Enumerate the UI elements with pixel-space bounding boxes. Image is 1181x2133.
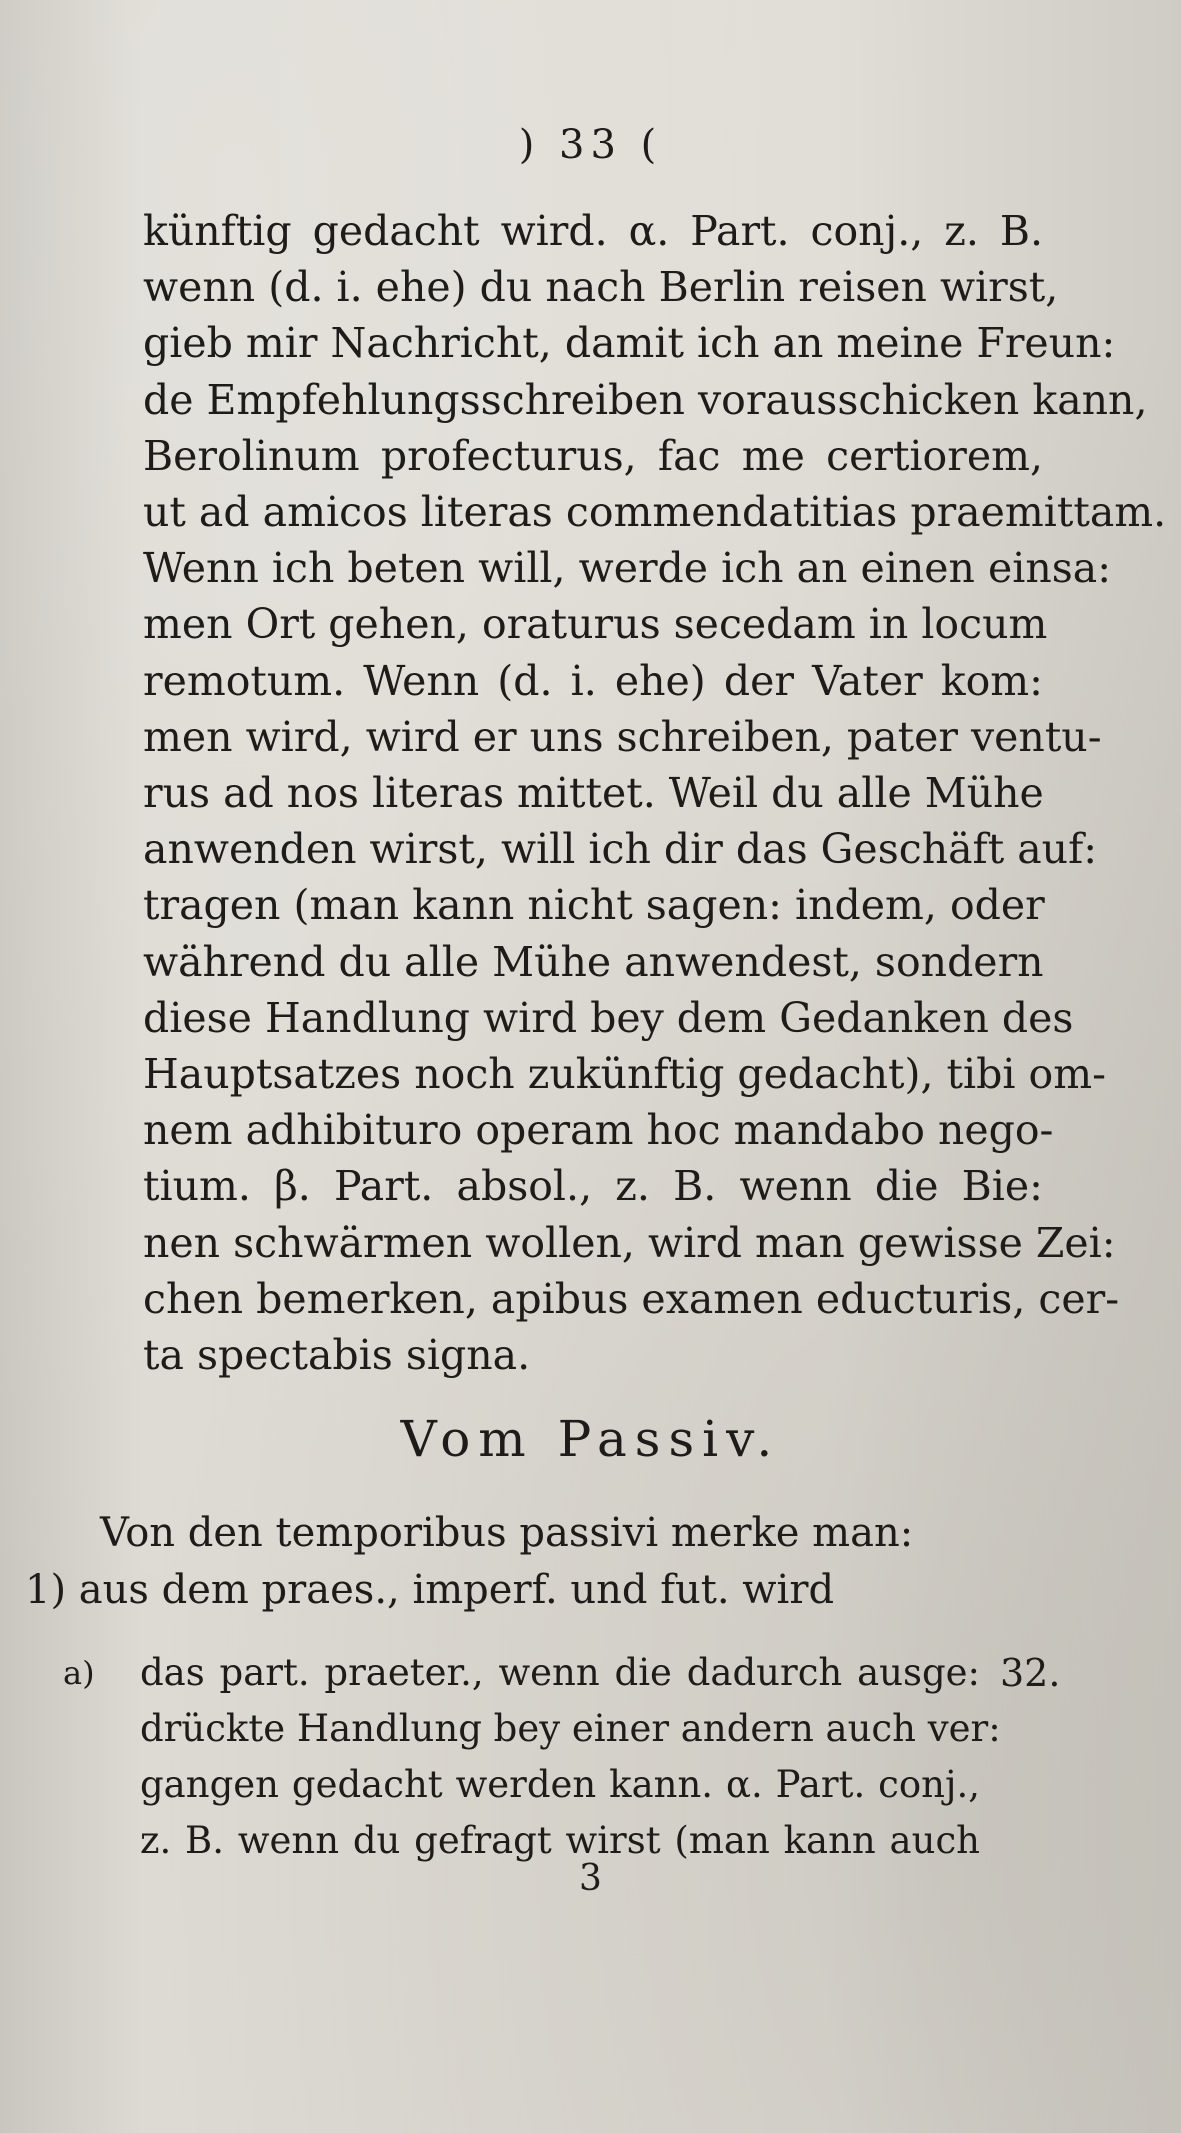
passive-intro [100, 1505, 1060, 1561]
text-line: tium. β. Part. absol., z. B. wenn die Bie: [143, 1162, 1043, 1211]
text-line: rus ad nos literas mittet. Weil du alle Mühe [143, 769, 1044, 818]
text-line: künftig gedacht wird. α. Part. conj., z. B. [143, 207, 1043, 255]
signature-mark: 3 [579, 1858, 602, 1899]
item-a-text [140, 1645, 1001, 1869]
page-number-header: ) 33 ( [518, 122, 663, 168]
text-line: de Empfehlungsschreiben vorausschicken kann, [143, 375, 1148, 424]
text-line: z. B. wenn du gefragt wirst (man kann auch [140, 1819, 980, 1862]
main-text-block [143, 203, 1167, 1383]
intro-line: Von den temporibus passivi merke man: [100, 1510, 914, 1556]
text-line: Wenn ich beten will, werde ich an einen einsa: [143, 544, 1112, 593]
text-line: anwenden wirst, will ich dir das Geschäft auf: [143, 825, 1098, 874]
text-line: Berolinum profecturus, fac me certiorem, [143, 431, 1043, 480]
text-line: gieb mir Nachricht, damit ich an meine Freun: [143, 319, 1116, 368]
text-line: remotum. Wenn (d. i. ehe) der Vater kom: [143, 656, 1043, 705]
text-line: ut ad amicos literas commendatitias praemittam. [143, 488, 1167, 537]
text-line: diese Handlung wird bey dem Gedanken des [143, 993, 1074, 1042]
text-line: ta spectabis signa. [143, 1331, 531, 1380]
text-line: drückte Handlung bey einer andern auch ver: [140, 1707, 1001, 1750]
text-line: tragen (man kann nicht sagen: indem, oder [143, 881, 1045, 930]
text-line: nem adhibituro operam hoc mandabo nego- [143, 1106, 1054, 1155]
rule-1: 1) aus dem praes., imperf. und fut. wird [25, 1567, 835, 1613]
text-line: während du alle Mühe anwendest, sondern [143, 937, 1044, 986]
text-line: nen schwärmen wollen, wird man gewisse Zei: [143, 1218, 1116, 1267]
section-heading: Vom Passiv. [400, 1410, 781, 1468]
text-line: men wird, wird er uns schreiben, pater ventu- [143, 712, 1102, 761]
text-line: wenn (d. i. ehe) du nach Berlin reisen wirst, [143, 263, 1059, 312]
item-a-label: a) [63, 1654, 95, 1692]
text-line: das part. praeter., wenn die dadurch ausge: [140, 1651, 980, 1694]
text-line: men Ort gehen, oraturus secedam in locum [143, 600, 1048, 649]
margin-number: 32. [1000, 1651, 1061, 1695]
text-line: chen bemerken, apibus examen educturis, cer- [143, 1274, 1120, 1323]
text-line: gangen gedacht werden kann. α. Part. conj., [140, 1763, 980, 1806]
text-line: Hauptsatzes noch zukünftig gedacht), tibi om- [143, 1050, 1106, 1099]
